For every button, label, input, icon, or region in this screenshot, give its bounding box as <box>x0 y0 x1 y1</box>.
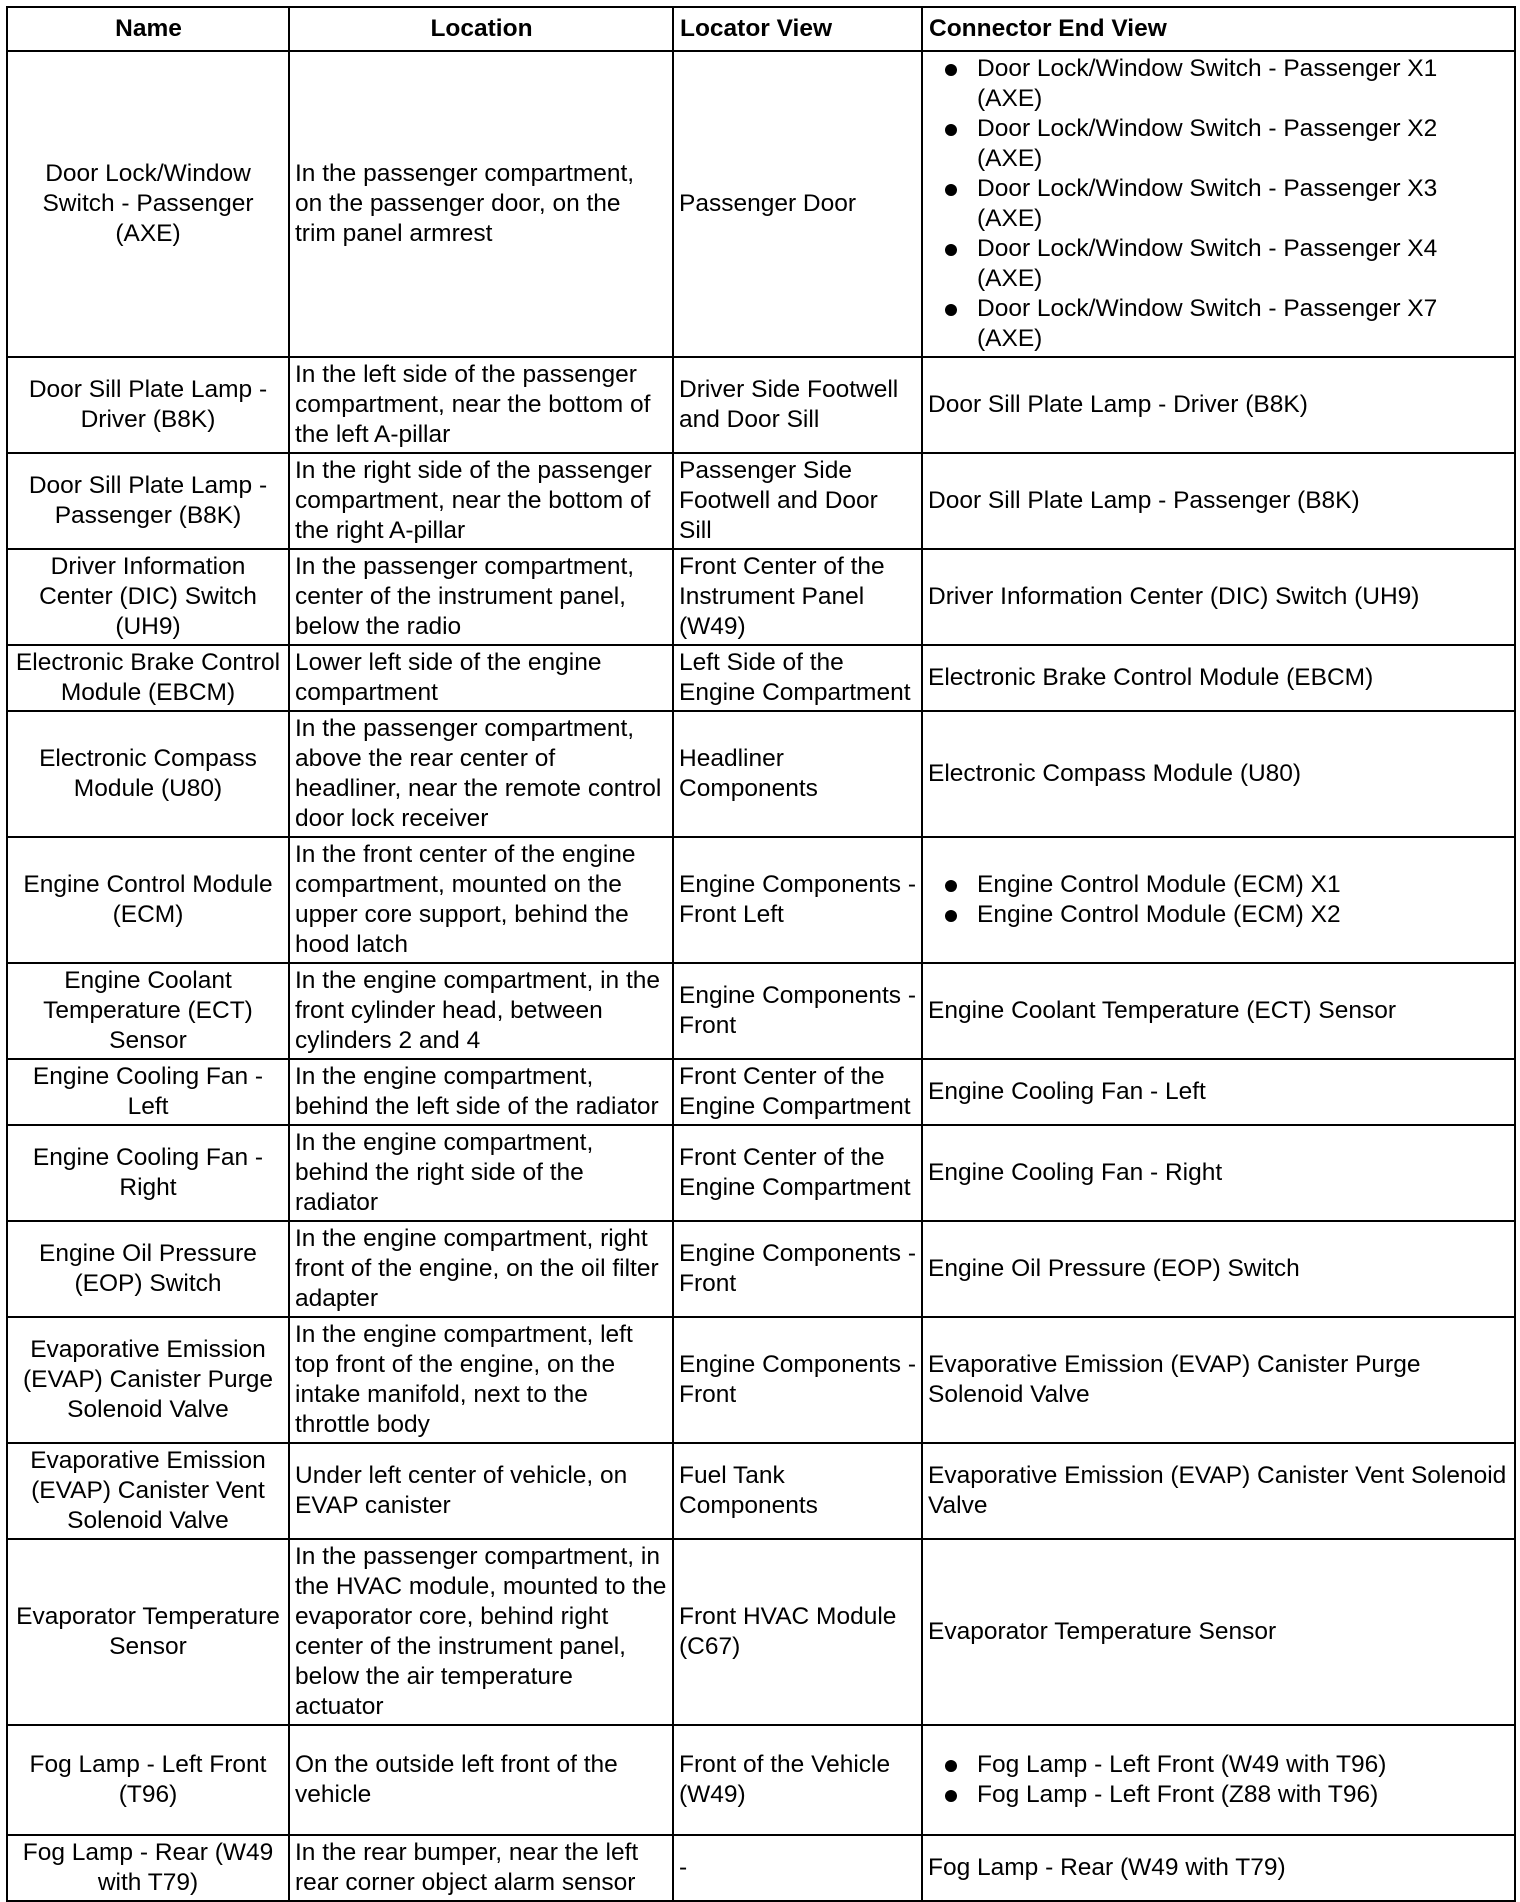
header-connector-end-view: Connector End View <box>922 7 1515 51</box>
table-row <box>7 645 1515 711</box>
component-locator-page <box>6 6 1514 1902</box>
cell-locator-view: Engine Components - Front <box>673 1221 922 1317</box>
cell-connector-end-view: Evaporator Temperature Sensor <box>922 1539 1515 1725</box>
table-row <box>7 1125 1515 1221</box>
cell-connector-end-view: Engine Coolant Temperature (ECT) Sensor <box>922 963 1515 1059</box>
cell-locator-view: - <box>673 1835 922 1901</box>
cell-connector-end-view: Engine Cooling Fan - Right <box>922 1125 1515 1221</box>
table-row <box>7 1443 1515 1539</box>
bullet-icon <box>945 304 957 316</box>
cell-name: Fog Lamp - Rear (W49 with T79) <box>7 1835 289 1901</box>
cell-locator-view: Passenger Door <box>673 51 922 357</box>
cell-connector-end-view <box>922 51 1515 357</box>
table-row <box>7 549 1515 645</box>
cell-locator-view: Engine Components - Front <box>673 963 922 1059</box>
cell-location: In the engine compartment, left top front of the engine, on the intake manifold, next to the throttle body <box>289 1317 673 1443</box>
cell-location: In the engine compartment, right front of the engine, on the oil filter adapter <box>289 1221 673 1317</box>
cell-connector-end-view: Engine Cooling Fan - Left <box>922 1059 1515 1125</box>
cell-locator-view: Driver Side Footwell and Door Sill <box>673 357 922 453</box>
header-locator-view: Locator View <box>673 7 922 51</box>
cell-location: In the passenger compartment, above the rear center of headliner, near the remote control door lock receiver <box>289 711 673 837</box>
cell-location: In the engine compartment, behind the right side of the radiator <box>289 1125 673 1221</box>
cell-name: Door Sill Plate Lamp - Passenger (B8K) <box>7 453 289 549</box>
cell-name: Evaporative Emission (EVAP) Canister Vent Solenoid Valve <box>7 1443 289 1539</box>
cell-locator-view: Front Center of the Engine Compartment <box>673 1059 922 1125</box>
table-body <box>7 51 1515 1901</box>
cell-locator-view: Headliner Components <box>673 711 922 837</box>
cell-connector-end-view: Door Sill Plate Lamp - Passenger (B8K) <box>922 453 1515 549</box>
connector-label: Engine Control Module (ECM) X1 <box>977 871 1341 898</box>
cell-location: In the passenger compartment, center of the instrument panel, below the radio <box>289 549 673 645</box>
cell-location: In the left side of the passenger compartment, near the bottom of the left A-pillar <box>289 357 673 453</box>
list-item <box>928 900 1509 930</box>
table-header-row <box>7 7 1515 51</box>
table-row <box>7 1539 1515 1725</box>
component-locator-table <box>6 6 1516 1902</box>
cell-locator-view: Front Center of the Instrument Panel (W49) <box>673 549 922 645</box>
list-item <box>928 1780 1509 1810</box>
table-row <box>7 1221 1515 1317</box>
list-item <box>928 294 1509 354</box>
cell-connector-end-view <box>922 1725 1515 1835</box>
table-row <box>7 1317 1515 1443</box>
connector-label: Engine Control Module (ECM) X2 <box>977 901 1341 928</box>
connector-label: Door Lock/Window Switch - Passenger X7 (AXE) <box>977 295 1438 352</box>
connector-label: Door Lock/Window Switch - Passenger X3 (AXE) <box>977 175 1438 232</box>
cell-location: In the engine compartment, in the front cylinder head, between cylinders 2 and 4 <box>289 963 673 1059</box>
cell-location: Lower left side of the engine compartment <box>289 645 673 711</box>
cell-connector-end-view: Driver Information Center (DIC) Switch (UH9) <box>922 549 1515 645</box>
cell-location: In the passenger compartment, in the HVAC module, mounted to the evaporator core, behind right center of the instrument panel, below the air temperature actuator <box>289 1539 673 1725</box>
cell-name: Engine Cooling Fan - Right <box>7 1125 289 1221</box>
bullet-icon <box>945 64 957 76</box>
cell-name: Engine Coolant Temperature (ECT) Sensor <box>7 963 289 1059</box>
header-location: Location <box>289 7 673 51</box>
cell-connector-end-view: Evaporative Emission (EVAP) Canister Vent Solenoid Valve <box>922 1443 1515 1539</box>
bullet-icon <box>945 244 957 256</box>
cell-name: Driver Information Center (DIC) Switch (UH9) <box>7 549 289 645</box>
table-row <box>7 963 1515 1059</box>
cell-location: In the rear bumper, near the left rear corner object alarm sensor <box>289 1835 673 1901</box>
cell-name: Door Lock/Window Switch - Passenger (AXE) <box>7 51 289 357</box>
connector-label: Door Lock/Window Switch - Passenger X2 (AXE) <box>977 115 1438 172</box>
connector-list <box>928 1750 1509 1810</box>
cell-locator-view: Engine Components - Front <box>673 1317 922 1443</box>
connector-list <box>928 870 1509 930</box>
cell-name: Door Sill Plate Lamp - Driver (B8K) <box>7 357 289 453</box>
table-row <box>7 453 1515 549</box>
cell-connector-end-view: Electronic Compass Module (U80) <box>922 711 1515 837</box>
table-row <box>7 1835 1515 1901</box>
cell-location: On the outside left front of the vehicle <box>289 1725 673 1835</box>
cell-locator-view: Fuel Tank Components <box>673 1443 922 1539</box>
cell-name: Engine Cooling Fan - Left <box>7 1059 289 1125</box>
cell-locator-view: Front Center of the Engine Compartment <box>673 1125 922 1221</box>
cell-locator-view: Front HVAC Module (C67) <box>673 1539 922 1725</box>
bullet-icon <box>945 910 957 922</box>
bullet-icon <box>945 1760 957 1772</box>
cell-location: Under left center of vehicle, on EVAP canister <box>289 1443 673 1539</box>
list-item <box>928 54 1509 114</box>
list-item <box>928 174 1509 234</box>
bullet-icon <box>945 184 957 196</box>
cell-locator-view: Passenger Side Footwell and Door Sill <box>673 453 922 549</box>
cell-name: Electronic Compass Module (U80) <box>7 711 289 837</box>
cell-name: Engine Control Module (ECM) <box>7 837 289 963</box>
connector-label: Fog Lamp - Left Front (W49 with T96) <box>977 1751 1387 1778</box>
list-item <box>928 114 1509 174</box>
cell-connector-end-view: Fog Lamp - Rear (W49 with T79) <box>922 1835 1515 1901</box>
cell-connector-end-view: Evaporative Emission (EVAP) Canister Purge Solenoid Valve <box>922 1317 1515 1443</box>
cell-locator-view: Left Side of the Engine Compartment <box>673 645 922 711</box>
connector-label: Fog Lamp - Left Front (Z88 with T96) <box>977 1781 1379 1808</box>
cell-name: Evaporative Emission (EVAP) Canister Purge Solenoid Valve <box>7 1317 289 1443</box>
table-row <box>7 51 1515 357</box>
cell-connector-end-view: Engine Oil Pressure (EOP) Switch <box>922 1221 1515 1317</box>
cell-name: Fog Lamp - Left Front (T96) <box>7 1725 289 1835</box>
list-item <box>928 870 1509 900</box>
cell-name: Engine Oil Pressure (EOP) Switch <box>7 1221 289 1317</box>
table-row <box>7 1059 1515 1125</box>
list-item <box>928 234 1509 294</box>
cell-connector-end-view <box>922 837 1515 963</box>
connector-label: Door Lock/Window Switch - Passenger X4 (AXE) <box>977 235 1438 292</box>
header-name: Name <box>7 7 289 51</box>
bullet-icon <box>945 1790 957 1802</box>
connector-label: Door Lock/Window Switch - Passenger X1 (AXE) <box>977 55 1438 112</box>
table-row <box>7 357 1515 453</box>
cell-location: In the right side of the passenger compartment, near the bottom of the right A-pillar <box>289 453 673 549</box>
bullet-icon <box>945 124 957 136</box>
table-row <box>7 711 1515 837</box>
list-item <box>928 1750 1509 1780</box>
cell-connector-end-view: Door Sill Plate Lamp - Driver (B8K) <box>922 357 1515 453</box>
cell-location: In the front center of the engine compartment, mounted on the upper core support, behind the hood latch <box>289 837 673 963</box>
cell-connector-end-view: Electronic Brake Control Module (EBCM) <box>922 645 1515 711</box>
cell-name: Evaporator Temperature Sensor <box>7 1539 289 1725</box>
cell-location: In the engine compartment, behind the left side of the radiator <box>289 1059 673 1125</box>
table-row <box>7 837 1515 963</box>
cell-locator-view: Front of the Vehicle (W49) <box>673 1725 922 1835</box>
cell-location: In the passenger compartment, on the passenger door, on the trim panel armrest <box>289 51 673 357</box>
cell-locator-view: Engine Components - Front Left <box>673 837 922 963</box>
bullet-icon <box>945 880 957 892</box>
table-row <box>7 1725 1515 1835</box>
cell-name: Electronic Brake Control Module (EBCM) <box>7 645 289 711</box>
connector-list <box>928 54 1509 354</box>
